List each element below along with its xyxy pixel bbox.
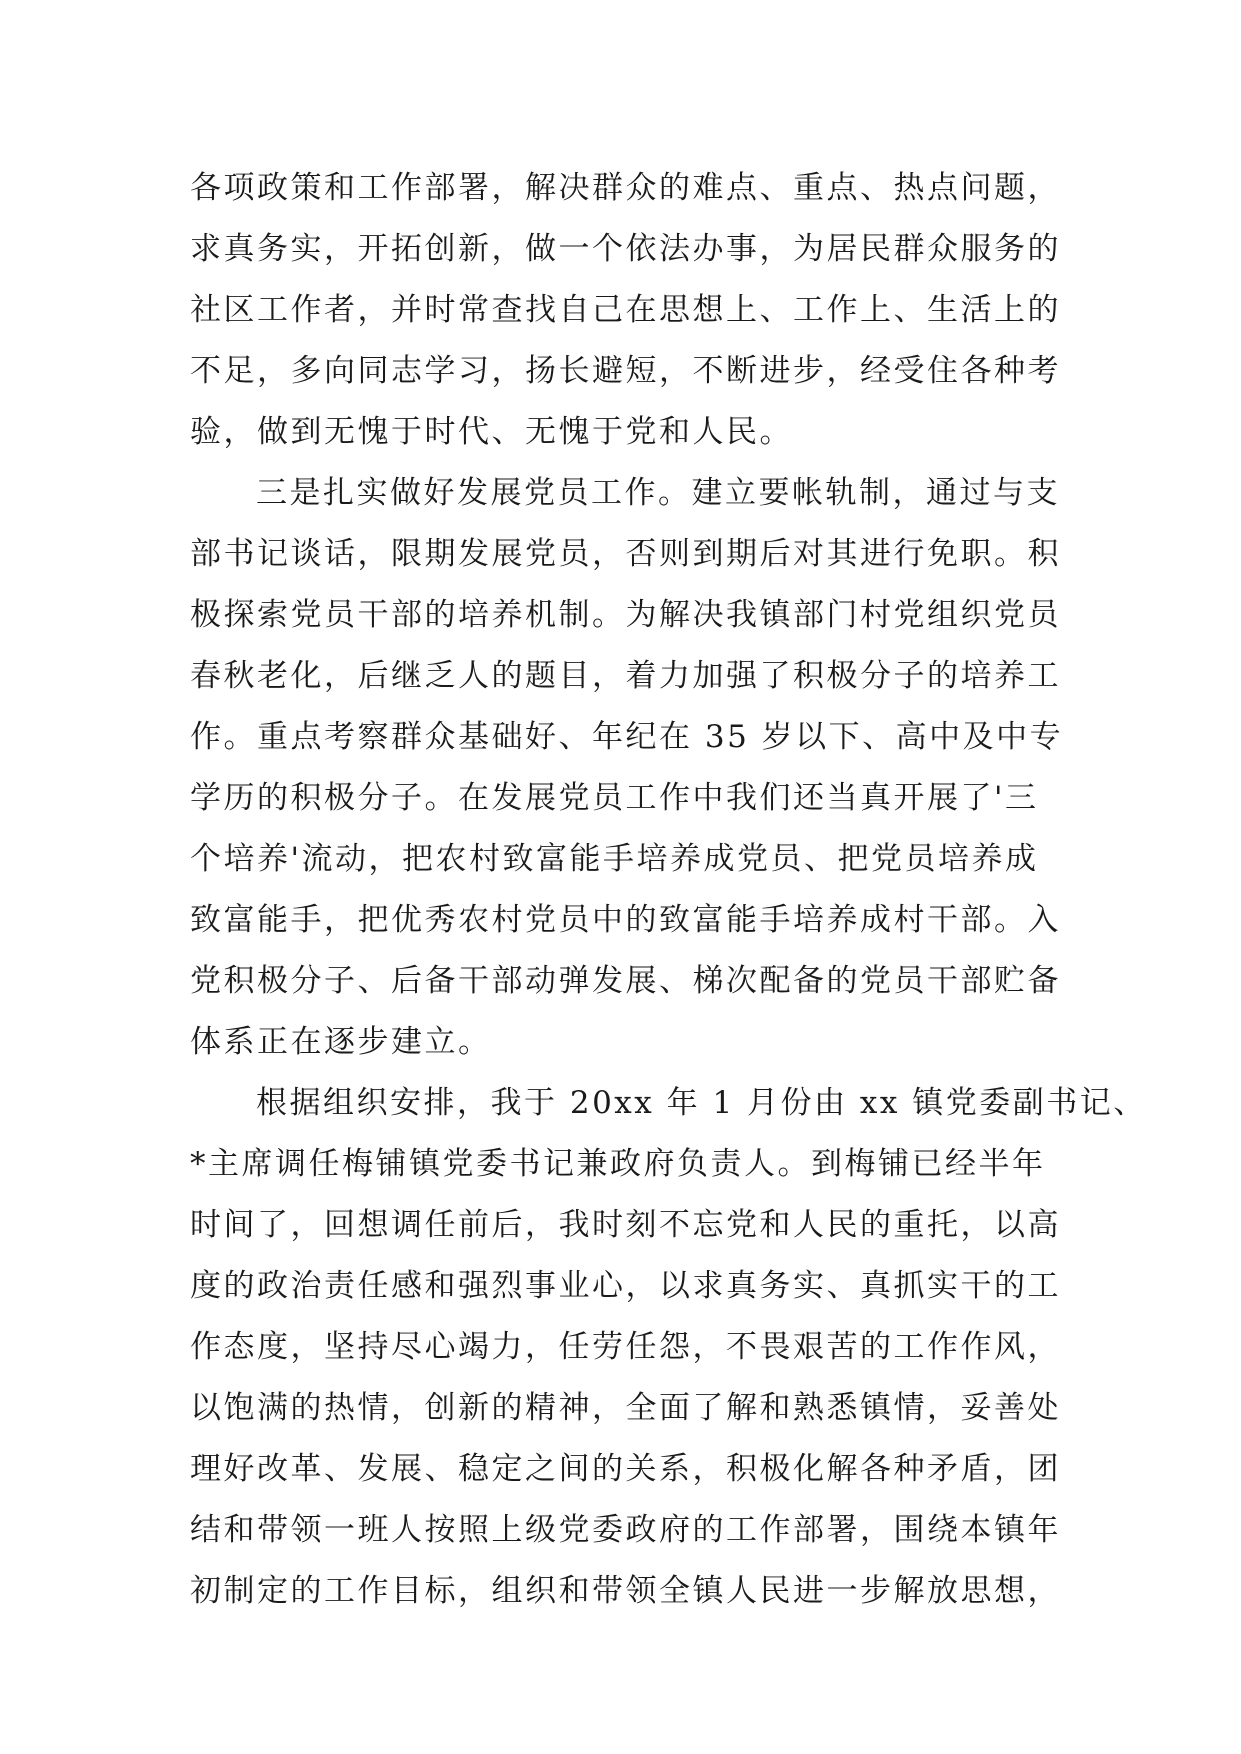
text-line: 作态度，坚持尽心竭力，任劳任怨，不畏艰苦的工作作风， [190,1329,1061,1365]
text-line: *主席调任梅铺镇党委书记兼政府负责人。到梅铺已经半年 [190,1146,1046,1182]
text-line: 求真务实，开拓创新，做一个依法办事，为居民群众服务的 [190,231,1061,267]
text-line: 理好改革、发展、稳定之间的关系，积极化解各种矛盾，团 [190,1451,1061,1487]
text-line: 度的政治责任感和强烈事业心，以求真务实、真抓实干的工 [190,1268,1061,1304]
text-line: 个培养'流动，把农村致富能手培养成党员、把党员培养成 [190,841,1039,877]
text-line: 结和带领一班人按照上级党委政府的工作部署，围绕本镇年 [190,1512,1061,1548]
text-line: 学历的积极分子。在发展党员工作中我们还当真开展了'三 [190,780,1039,816]
text-line: 致富能手，把优秀农村党员中的致富能手培养成村干部。入 [190,902,1061,938]
text-line: 时间了，回想调任前后，我时刻不忘党和人民的重托，以高 [190,1207,1061,1243]
paragraph-2 [190,463,1070,1073]
text-line: 不足，多向同志学习，扬长避短，不断进步，经受住各种考 [190,353,1061,389]
text-line: 作。重点考察群众基础好、年纪在 35 岁以下、高中及中专 [190,719,1064,755]
text-line: 党积极分子、后备干部动弹发展、梯次配备的党员干部贮备 [190,963,1061,999]
text-line: 社区工作者，并时常查找自己在思想上、工作上、生活上的 [190,292,1061,328]
text-line: 三是扎实做好发展党员工作。建立要帐轨制，通过与支 [256,475,1060,511]
text-line: 极探索党员干部的培养机制。为解决我镇部门村党组织党员 [190,597,1061,633]
text-line: 验，做到无愧于时代、无愧于党和人民。 [190,414,793,450]
text-line: 初制定的工作目标，组织和带领全镇人民进一步解放思想， [190,1573,1061,1609]
paragraph-3 [190,1073,1147,1622]
text-line: 部书记谈话，限期发展党员，否则到期后对其进行免职。积 [190,536,1061,572]
text-line: 根据组织安排，我于 20xx 年 1 月份由 xx 镇党委副书记、 [256,1085,1147,1121]
document-body [190,158,1147,1622]
text-line: 体系正在逐步建立。 [190,1024,492,1060]
text-line: 以饱满的热情，创新的精神，全面了解和熟悉镇情，妥善处 [190,1390,1061,1426]
text-line: 各项政策和工作部署，解决群众的难点、重点、热点问题， [190,170,1061,206]
paragraph-1 [190,158,1070,463]
text-line: 春秋老化，后继乏人的题目，着力加强了积极分子的培养工 [190,658,1061,694]
